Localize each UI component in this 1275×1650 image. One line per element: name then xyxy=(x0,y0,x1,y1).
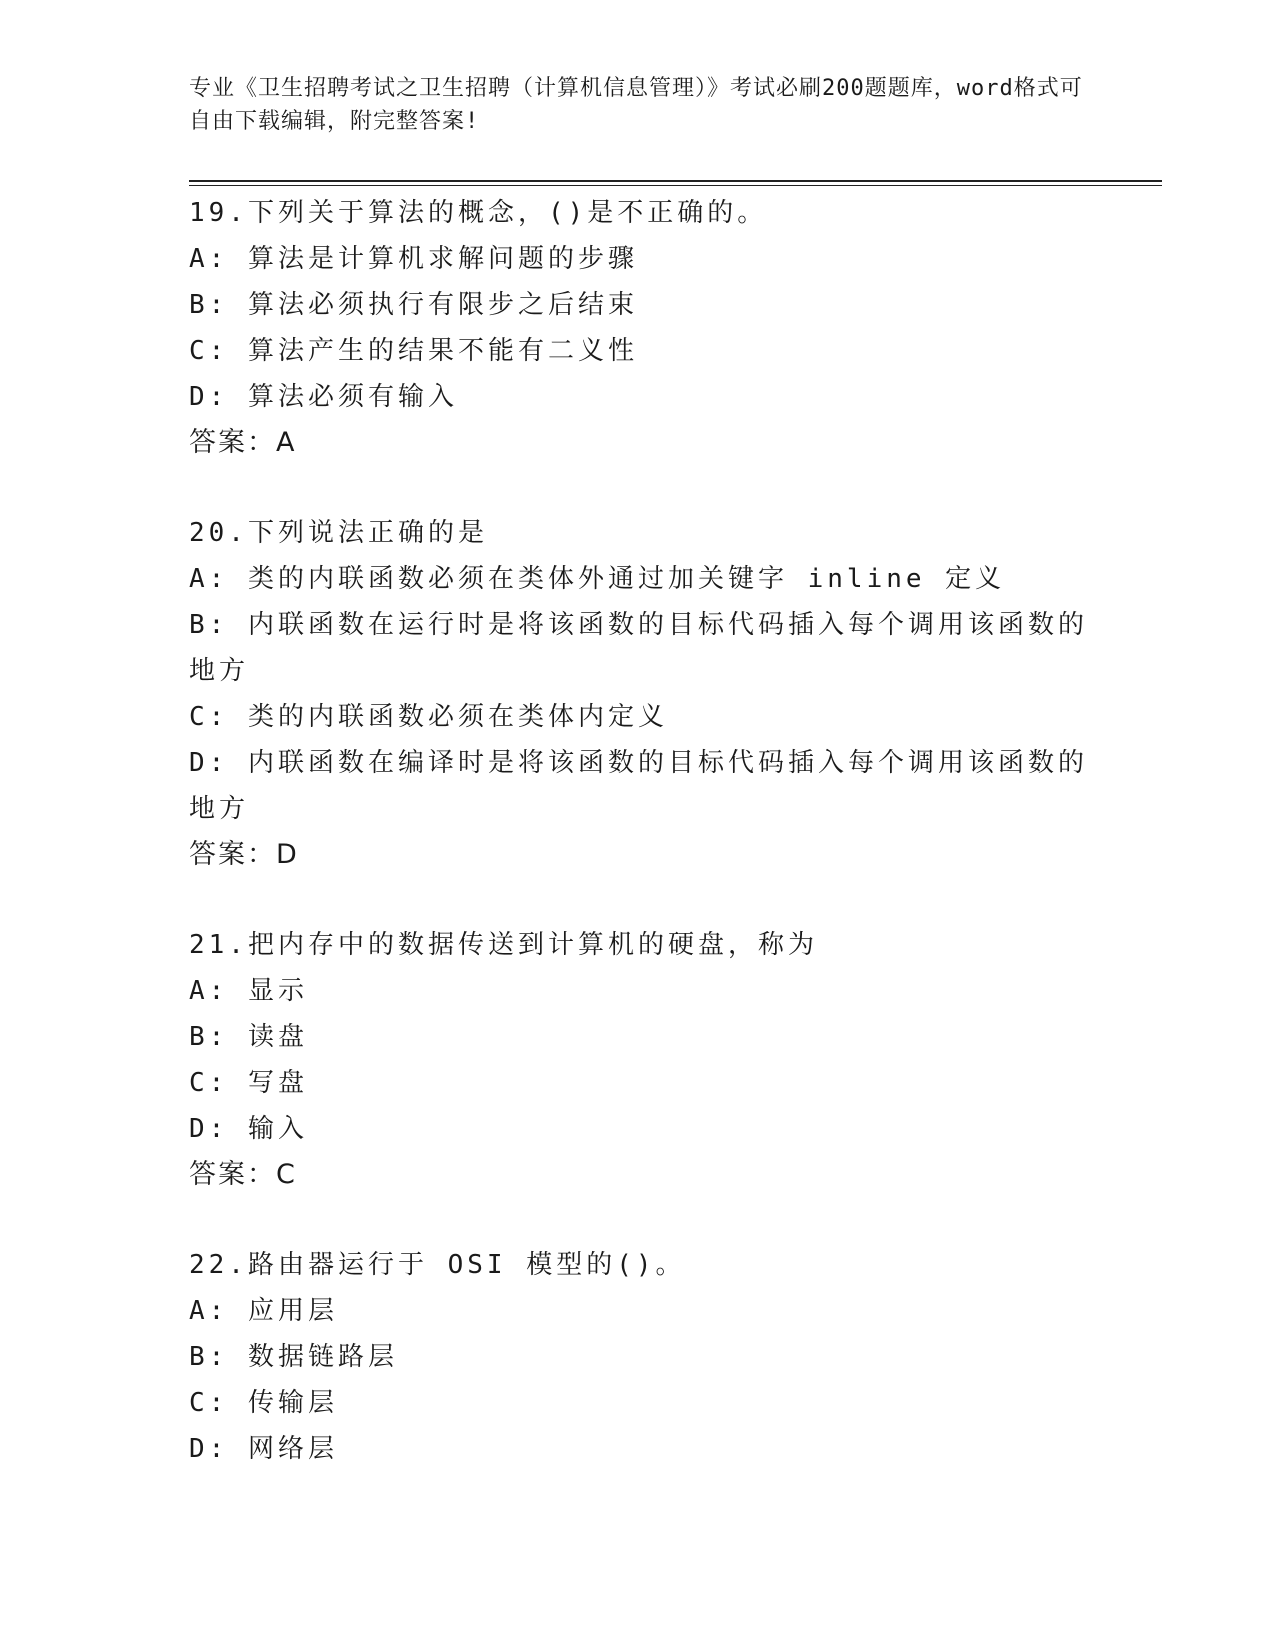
question-21 xyxy=(189,922,1089,1198)
option-b: B: 算法必须执行有限步之后结束 xyxy=(189,290,638,320)
answer-label: 答案：C xyxy=(189,1159,297,1190)
answer-label: 答案：D xyxy=(189,839,299,870)
option-d: D: 算法必须有输入 xyxy=(189,382,458,412)
option-c: C: 写盘 xyxy=(189,1068,308,1098)
option-c: C: 算法产生的结果不能有二义性 xyxy=(189,336,638,366)
question-20 xyxy=(189,510,1089,878)
question-stem: 21.把内存中的数据传送到计算机的硬盘，称为 xyxy=(189,930,818,960)
option-a: A: 显示 xyxy=(189,976,308,1006)
option-d: D: 输入 xyxy=(189,1114,308,1144)
option-c: C: 传输层 xyxy=(189,1388,338,1418)
question-stem: 19.下列关于算法的概念，()是不正确的。 xyxy=(189,198,768,228)
option-d: D: 网络层 xyxy=(189,1434,338,1464)
option-a: A: 算法是计算机求解问题的步骤 xyxy=(189,244,638,274)
option-b: B: 内联函数在运行时是将该函数的目标代码插入每个调用该函数的地方 xyxy=(189,610,1088,686)
answer-label: 答案：A xyxy=(189,427,297,458)
option-d: D: 内联函数在编译时是将该函数的目标代码插入每个调用该函数的地方 xyxy=(189,748,1088,824)
option-a: A: 应用层 xyxy=(189,1296,338,1326)
option-a: A: 类的内联函数必须在类体外通过加关键字 inline 定义 xyxy=(189,564,1006,594)
option-b: B: 读盘 xyxy=(189,1022,308,1052)
document-header xyxy=(189,72,1089,138)
question-19 xyxy=(189,190,1089,466)
option-b: B: 数据链路层 xyxy=(189,1342,398,1372)
question-stem: 22.路由器运行于 OSI 模型的()。 xyxy=(189,1250,686,1280)
header-title: 专业《卫生招聘考试之卫生招聘（计算机信息管理）》考试必刷200题题库，word格式可自由下载编辑，附完整答案! xyxy=(189,76,1083,134)
question-list xyxy=(189,190,1089,1516)
question-stem: 20.下列说法正确的是 xyxy=(189,518,488,548)
header-divider xyxy=(189,180,1162,186)
question-22 xyxy=(189,1242,1089,1472)
option-c: C: 类的内联函数必须在类体内定义 xyxy=(189,702,668,732)
